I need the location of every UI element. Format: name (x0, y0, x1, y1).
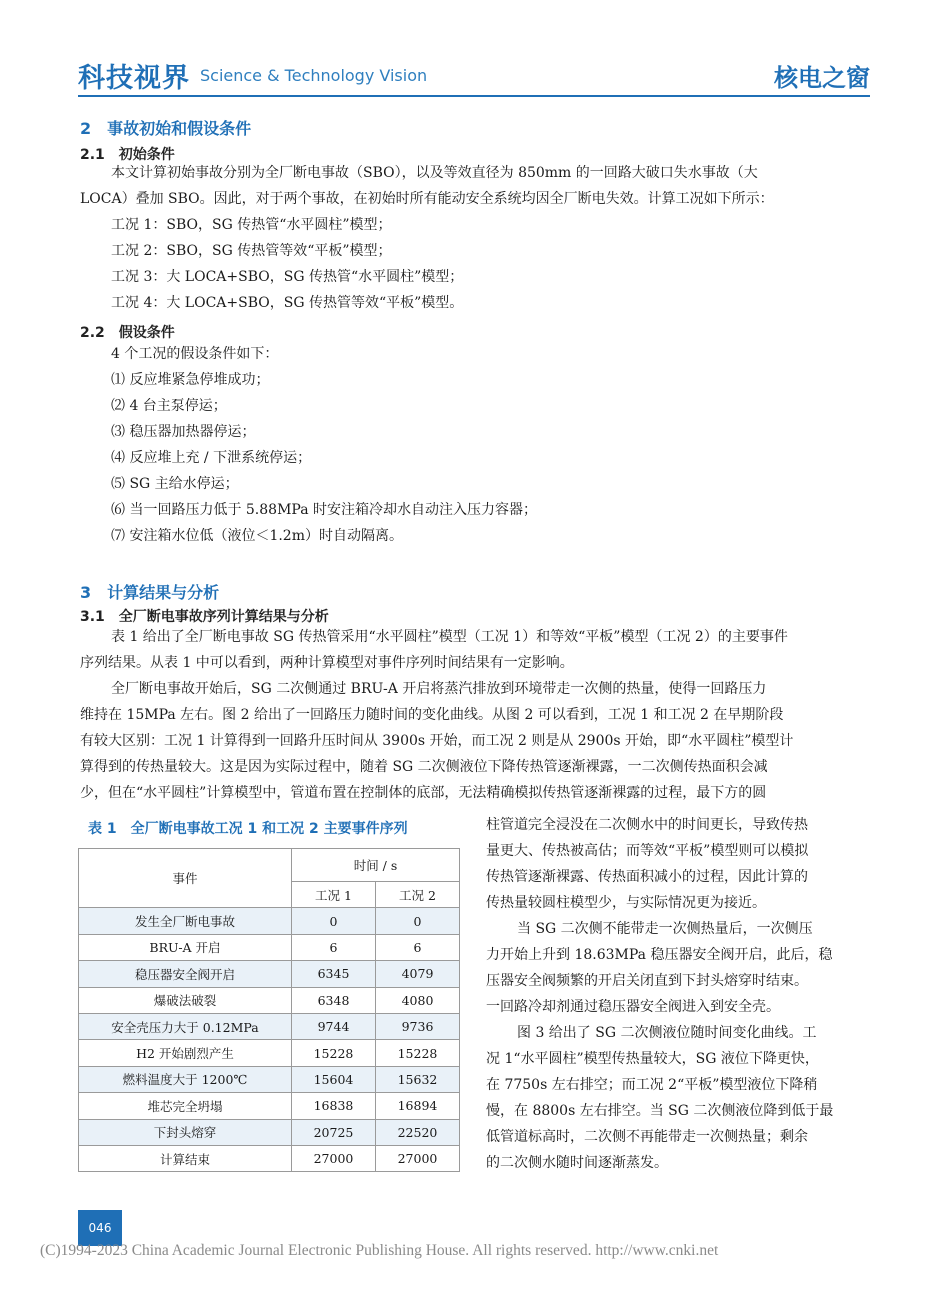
section-3-1-heading: 3.1 全厂断电事故序列计算结果与分析 (80, 609, 329, 625)
list-item: ⑴ 反应堆紧急停堆成功； (111, 372, 270, 388)
table-cell-event: 发生全厂断电事故 (79, 908, 292, 934)
event-sequence-table (78, 848, 460, 1172)
paragraph-line: 传热管逐渐裸露、传热面积减小的过程，因此计算的 (486, 869, 808, 885)
table-cell-event: 下封头熔穿 (79, 1119, 292, 1145)
paragraph-line: 表 1 给出了全厂断电事故 SG 传热管采用“水平圆柱”模型（工况 1）和等效“平板”模型（工况 2）的主要事件 (111, 629, 788, 645)
table-cell-case1: 9744 (292, 1013, 376, 1039)
table-cell-case1: 20725 (292, 1119, 376, 1145)
table-row (79, 1013, 460, 1039)
table-cell-case2: 9736 (376, 1013, 460, 1039)
table-cell-case1: 6 (292, 934, 376, 960)
list-item: ⑵ 4 台主泵停运； (111, 398, 227, 414)
copyright-line: (C)1994-2023 China Academic Journal Electronic Publishing House. All rights reserved. http://www.cnki.net (40, 1242, 719, 1259)
table-row (79, 1119, 460, 1145)
table-cell-case1: 15228 (292, 1040, 376, 1066)
list-item: ⑶ 稳压器加热器停运； (111, 424, 256, 440)
paragraph-line: 慢，在 8800s 左右排空。当 SG 二次侧液位降到低于最 (486, 1103, 834, 1119)
paragraph-line: 有较大区别：工况 1 计算得到一回路升压时间从 3900s 开始，而工况 2 则是从 2900s 开始，即“水平圆柱”模型计 (80, 733, 794, 749)
section-2-2-heading: 2.2 假设条件 (80, 325, 175, 341)
table-row (79, 961, 460, 987)
paragraph-line: 序列结果。从表 1 中可以看到，两种计算模型对事件序列时间结果有一定影响。 (80, 655, 574, 671)
paragraph-line: 图 3 给出了 SG 二次侧液位随时间变化曲线。工 (517, 1025, 817, 1041)
table-cell-case2: 16894 (376, 1093, 460, 1119)
paragraph-line: 少，但在“水平圆柱”计算模型中，管道布置在控制体的底部，无法精确模拟传热管逐渐裸露的过程，最下方的圆 (80, 785, 767, 801)
section-3-heading: 3 计算结果与分析 (80, 583, 220, 602)
section-2-heading: 2 事故初始和假设条件 (80, 119, 252, 138)
journal-name-en: Science & Technology Vision (200, 66, 428, 85)
table-row (79, 1066, 460, 1092)
table-cell-event: 安全壳压力大于 0.12MPa (79, 1013, 292, 1039)
table-cell-case2: 6 (376, 934, 460, 960)
table-row (79, 1145, 460, 1171)
table-cell-event: H2 开始剧烈产生 (79, 1040, 292, 1066)
table-cell-case1: 6345 (292, 961, 376, 987)
table-cell-event: 计算结束 (79, 1145, 292, 1171)
paragraph-line: 维持在 15MPa 左右。图 2 给出了一回路压力随时间的变化曲线。从图 2 可以看到，工况 1 和工况 2 在早期阶段 (80, 707, 784, 723)
list-item: ⑸ SG 主给水停运； (111, 476, 239, 492)
table-cell-case1: 27000 (292, 1145, 376, 1171)
table-cell-case2: 22520 (376, 1119, 460, 1145)
table-cell-event: 燃料温度大于 1200℃ (79, 1066, 292, 1092)
paragraph-line: LOCA）叠加 SBO。因此，对于两个事故，在初始时所有能动安全系统均因全厂断电失效。计算工况如下所示： (80, 191, 774, 207)
table-cell-event: 堆芯完全坍塌 (79, 1093, 292, 1119)
paragraph-line: 压器安全阀频繁的开启关闭直到下封头熔穿时结束。 (486, 973, 808, 989)
table-cell-case1: 15604 (292, 1066, 376, 1092)
table-row (79, 908, 460, 934)
section-2-1-heading: 2.1 初始条件 (80, 147, 175, 163)
table-cell-case2: 4080 (376, 987, 460, 1013)
table-cell-case2: 15228 (376, 1040, 460, 1066)
paragraph-line: 况 1“水平圆柱”模型传热量较大，SG 液位下降更快， (486, 1051, 819, 1067)
list-item: ⑷ 反应堆上充 / 下泄系统停运； (111, 450, 312, 466)
table-cell-case1: 6348 (292, 987, 376, 1013)
table-caption: 表 1 全厂断电事故工况 1 和工况 2 主要事件序列 (88, 821, 408, 837)
table-row (79, 934, 460, 960)
paragraph-line: 算得到的传热量较大。这是因为实际过程中，随着 SG 二次侧液位下降传热管逐渐裸露，一二次侧传热面积会减 (80, 759, 768, 775)
table-header-event: 事件 (79, 849, 292, 908)
list-item: ⑹ 当一回路压力低于 5.88MPa 时安注箱冷却水自动注入压力容器； (111, 502, 537, 518)
paragraph-line: 全厂断电事故开始后，SG 二次侧通过 BRU-A 开启将蒸汽排放到环境带走一次侧的热量，使得一回路压力 (111, 681, 767, 697)
paragraph-line: 量更大、传热被高估；而等效“平板”模型则可以模拟 (486, 843, 809, 859)
journal-logo: 科技视界 (78, 63, 190, 94)
table-row (79, 987, 460, 1013)
paragraph-line: 4 个工况的假设条件如下： (111, 346, 279, 362)
list-item: 工况 4：大 LOCA+SBO，SG 传热管等效“平板”模型。 (111, 295, 464, 311)
table-cell-case2: 4079 (376, 961, 460, 987)
paragraph-line: 本文计算初始事故分别为全厂断电事故（SBO），以及等效直径为 850mm 的一回路大破口失水事故（大 (111, 165, 758, 181)
paragraph-line: 在 7750s 左右排空；而工况 2“平板”模型液位下降稍 (486, 1077, 818, 1093)
table-cell-case2: 0 (376, 908, 460, 934)
paragraph-line: 柱管道完全浸没在二次侧水中的时间更长，导致传热 (486, 817, 808, 833)
table-cell-event: 稳压器安全阀开启 (79, 961, 292, 987)
list-item: 工况 3：大 LOCA+SBO，SG 传热管“水平圆柱”模型； (111, 269, 464, 285)
table-cell-event: BRU-A 开启 (79, 934, 292, 960)
table-header-case2: 工况 2 (376, 882, 460, 908)
paragraph-line: 传热量较圆柱模型少，与实际情况更为接近。 (486, 895, 766, 911)
list-item: 工况 1：SBO，SG 传热管“水平圆柱”模型； (111, 217, 392, 233)
table-header-case1: 工况 1 (292, 882, 376, 908)
paragraph-line: 当 SG 二次侧不能带走一次侧热量后，一次侧压 (517, 921, 813, 937)
column-title: 核电之窗 (774, 64, 870, 92)
table-row (79, 1040, 460, 1066)
page-number: 046 (78, 1210, 122, 1246)
table-cell-event: 爆破法破裂 (79, 987, 292, 1013)
header-rule (78, 95, 870, 97)
table-cell-case2: 15632 (376, 1066, 460, 1092)
table-row (79, 1093, 460, 1119)
paragraph-line: 力开始上升到 18.63MPa 稳压器安全阀开启，此后，稳 (486, 947, 833, 963)
list-item: ⑺ 安注箱水位低（液位＜1.2m）时自动隔离。 (111, 528, 403, 544)
paragraph-line: 一回路冷却剂通过稳压器安全阀进入到安全壳。 (486, 999, 780, 1015)
table-cell-case1: 16838 (292, 1093, 376, 1119)
list-item: 工况 2：SBO，SG 传热管等效“平板”模型； (111, 243, 392, 259)
table-cell-case2: 27000 (376, 1145, 460, 1171)
table-cell-case1: 0 (292, 908, 376, 934)
table-header-time: 时间 / s (292, 849, 460, 882)
paragraph-line: 的二次侧水随时间逐渐蒸发。 (486, 1155, 668, 1171)
paragraph-line: 低管道标高时，二次侧不再能带走一次侧热量；剩余 (486, 1129, 808, 1145)
